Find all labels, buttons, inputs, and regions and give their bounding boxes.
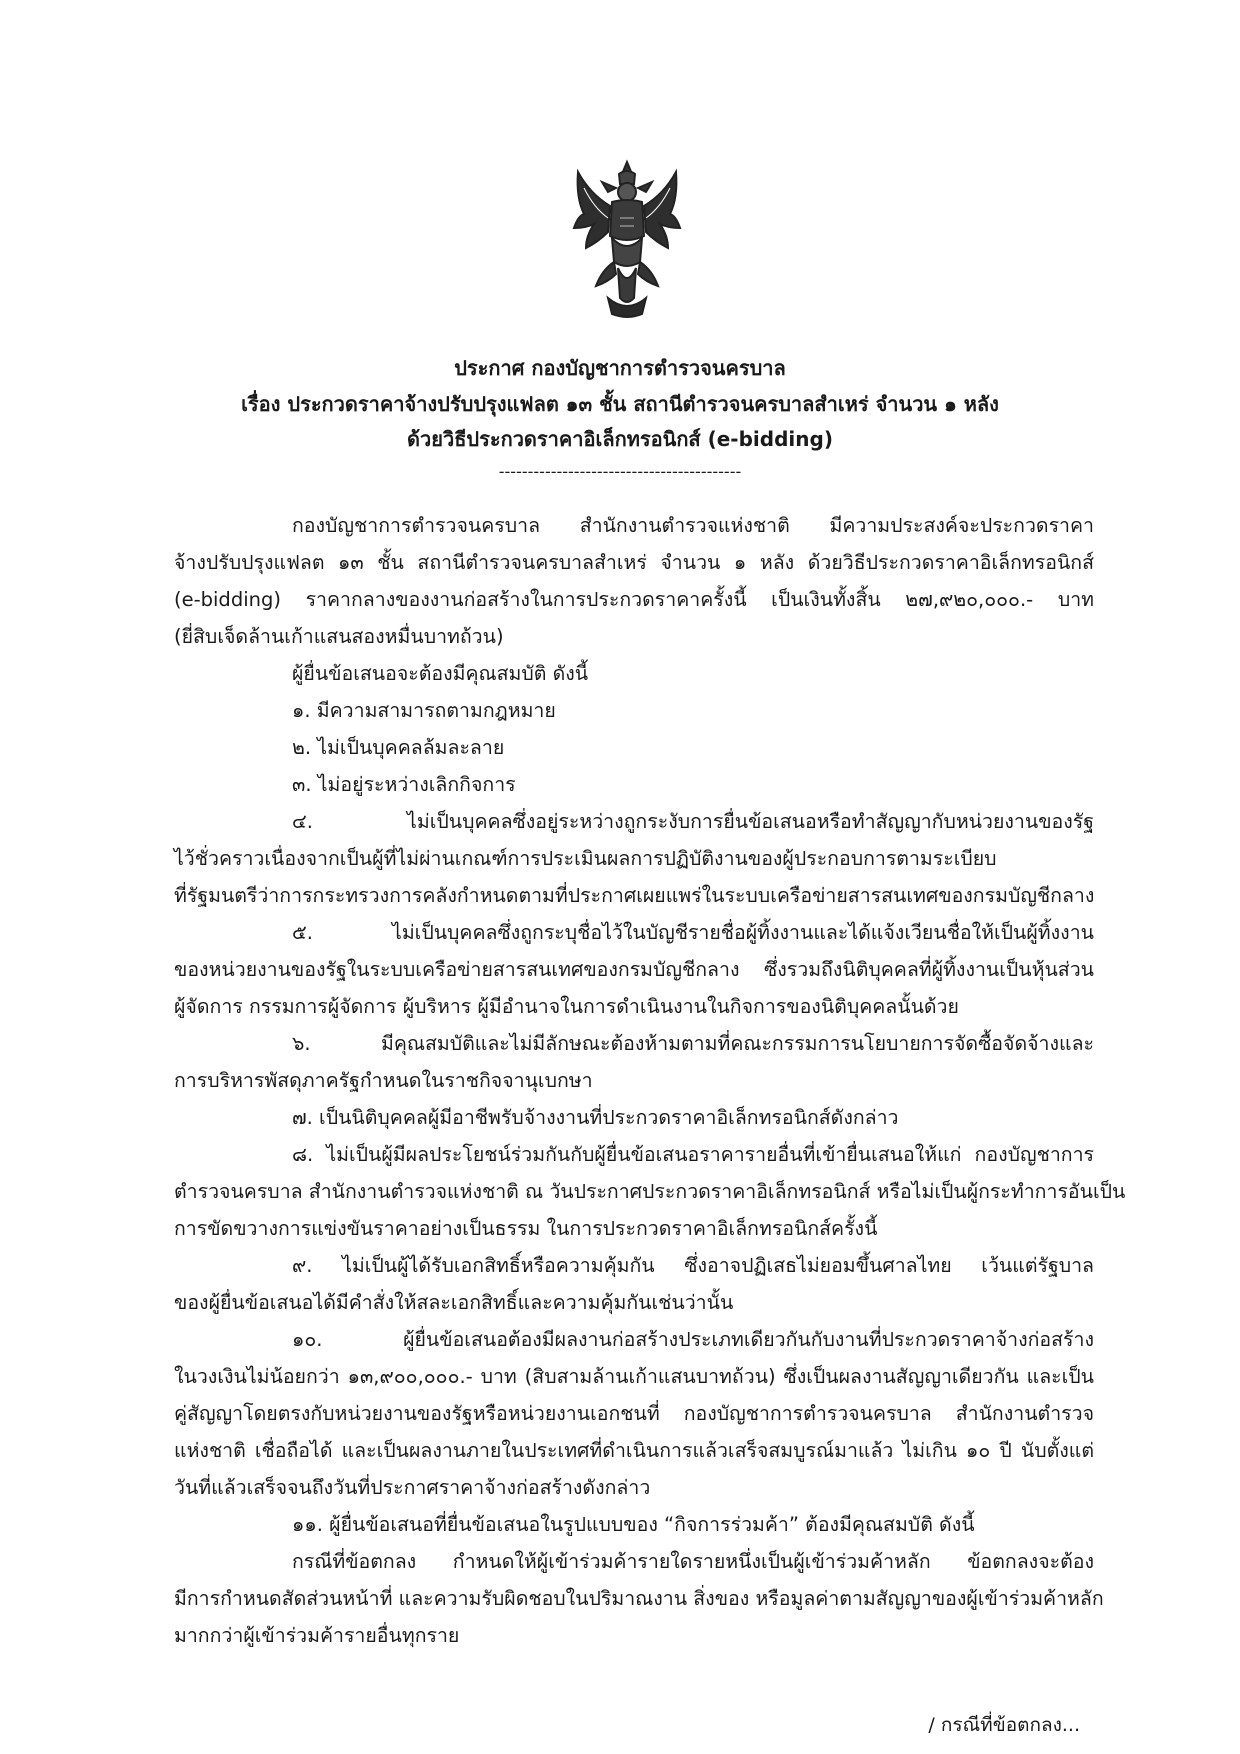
body-line: ที่รัฐมนตรีว่าการกระทรวงการคลังกำหนดตามที่ประกาศเผยแพร่ในระบบเครือข่ายสารสนเทศของกรมบัญชีกลาง — [174, 884, 1095, 907]
body-line: ตำรวจนครบาล สำนักงานตำรวจแห่งชาติ ณ วันประกาศประกวดราคาอิเล็กทรอนิกส์ หรือไม่เป็นผู้กระทำการอันเป็น — [174, 1180, 1126, 1203]
qualification-item-4: ๔. ไม่เป็นบุคคลซึ่งอยู่ระหว่างถูกระงับการยื่นข้อเสนอหรือทำสัญญากับหน่วยงานของรัฐ — [292, 810, 1094, 833]
body-line: กรณีที่ข้อตกลง กำหนดให้ผู้เข้าร่วมค้ารายใดรายหนึ่งเป็นผู้เข้าร่วมค้าหลัก ข้อตกลงจะต้อง — [292, 1550, 1094, 1573]
body-line: ผู้จัดการ กรรมการผู้จัดการ ผู้บริหาร ผู้มีอำนาจในการดำเนินงานในกิจการของนิติบุคคลนั้นด้วย — [174, 995, 959, 1018]
body-line: วันที่แล้วเสร็จจนถึงวันที่ประกาศราคาจ้างก่อสร้างดังกล่าว — [174, 1476, 651, 1499]
page-continuation: / กรณีที่ข้อตกลง... — [928, 1714, 1080, 1736]
body-line: แห่งชาติ เชื่อถือได้ และเป็นผลงานภายในประเทศที่ดำเนินการแล้วเสร็จสมบูรณ์มาแล้ว ไม่เกิน ๑๐ ปี นับตั้งแต่ — [174, 1439, 1094, 1462]
garuda-emblem-icon — [572, 158, 682, 320]
qualification-item-7: ๗. เป็นนิติบุคคลผู้มีอาชีพรับจ้างงานที่ประกวดราคาอิเล็กทรอนิกส์ดังกล่าว — [292, 1106, 899, 1129]
body-line: ไว้ชั่วคราวเนื่องจากเป็นผู้ที่ไม่ผ่านเกณฑ์การประเมินผลการปฏิบัติงานของผู้ประกอบการตามระเบียบ — [174, 847, 997, 870]
body-line: มากกว่าผู้เข้าร่วมค้ารายอื่นทุกราย — [174, 1624, 460, 1647]
body-line: จ้างปรับปรุงแฟลต ๑๓ ชั้น สถานีตำรวจนครบาลสำเหร่ จำนวน ๑ หลัง ด้วยวิธีประกวดราคาอิเล็กทรอนิกส์ — [174, 551, 1094, 574]
qualification-item-6: ๖. มีคุณสมบัติและไม่มีลักษณะต้องห้ามตามที่คณะกรรมการนโยบายการจัดซื้อจัดจ้างและ — [292, 1032, 1094, 1055]
qualification-item-3: ๓. ไม่อยู่ระหว่างเลิกกิจการ — [292, 773, 516, 796]
qualification-item-9: ๙. ไม่เป็นผู้ได้รับเอกสิทธิ์หรือความคุ้มกัน ซึ่งอาจปฏิเสธไม่ยอมขึ้นศาลไทย เว้นแต่รัฐบาล — [292, 1254, 1094, 1277]
body-line: มีการกำหนดสัดส่วนหน้าที่ และความรับผิดชอบในปริมาณงาน สิ่งของ หรือมูลค่าตามสัญญาของผู้เข้าร่วมค้าหลัก — [174, 1587, 1104, 1610]
qualification-item-11: ๑๑. ผู้ยื่นข้อเสนอที่ยื่นข้อเสนอในรูปแบบของ “กิจการร่วมค้า” ต้องมีคุณสมบัติ ดังนี้ — [292, 1513, 975, 1536]
title-separator: ------------------------------------------ — [498, 462, 742, 481]
qualification-heading: ผู้ยื่นข้อเสนอจะต้องมีคุณสมบัติ ดังนี้ — [292, 662, 589, 685]
qualification-item-1: ๑. มีความสามารถตามกฎหมาย — [292, 699, 556, 722]
body-line: (ยี่สิบเจ็ดล้านเก้าแสนสองหมื่นบาทถ้วน) — [174, 625, 504, 648]
announcement-method: ด้วยวิธีประกวดราคาอิเล็กทรอนิกส์ (e-bidding) — [407, 427, 833, 451]
body-line: กองบัญชาการตำรวจนครบาล สำนักงานตำรวจแห่งชาติ มีความประสงค์จะประกวดราคา — [292, 514, 1094, 537]
body-line: คู่สัญญาโดยตรงกับหน่วยงานของรัฐหรือหน่วยงานเอกชนที่ กองบัญชาการตำรวจนครบาล สำนักงานตำรวจ — [174, 1402, 1094, 1425]
announcement-title: ประกาศ กองบัญชาการตำรวจนครบาล — [454, 356, 786, 380]
body-line: ของหน่วยงานของรัฐในระบบเครือข่ายสารสนเทศของกรมบัญชีกลาง ซึ่งรวมถึงนิติบุคคลที่ผู้ทิ้งงานเป็นหุ้นส่วน — [174, 958, 1094, 981]
body-line: การบริหารพัสดุภาครัฐกำหนดในราชกิจจานุเบกษา — [174, 1069, 593, 1092]
body-line: (e-bidding) ราคากลางของงานก่อสร้างในการประกวดราคาครั้งนี้ เป็นเงินทั้งสิ้น ๒๗,๙๒๐,๐๐๐.- บาท — [174, 588, 1094, 611]
announcement-subject: เรื่อง ประกวดราคาจ้างปรับปรุงแฟลต ๑๓ ชั้น สถานีตำรวจนครบาลสำเหร่ จำนวน ๑ หลัง — [241, 392, 999, 416]
qualification-item-8: ๘. ไม่เป็นผู้มีผลประโยชน์ร่วมกันกับผู้ยื่นข้อเสนอราคารายอื่นที่เข้ายื่นเสนอให้แก่ กองบัญชาการ — [292, 1143, 1094, 1166]
body-line: การขัดขวางการแข่งขันราคาอย่างเป็นธรรม ในการประกวดราคาอิเล็กทรอนิกส์ครั้งนี้ — [174, 1217, 878, 1240]
body-line: ของผู้ยื่นข้อเสนอได้มีคำสั่งให้สละเอกสิทธิ์และความคุ้มกันเช่นว่านั้น — [174, 1291, 734, 1314]
qualification-item-5: ๕. ไม่เป็นบุคคลซึ่งถูกระบุชื่อไว้ในบัญชีรายชื่อผู้ทิ้งงานและได้แจ้งเวียนชื่อให้เป็นผู้ทิ้งงาน — [292, 921, 1094, 944]
body-line: ในวงเงินไม่น้อยกว่า ๑๓,๙๐๐,๐๐๐.- บาท (สิบสามล้านเก้าแสนบาทถ้วน) ซึ่งเป็นผลงานสัญญาเดียวกัน และเป็น — [174, 1365, 1094, 1388]
qualification-item-10: ๑๐. ผู้ยื่นข้อเสนอต้องมีผลงานก่อสร้างประเภทเดียวกันกับงานที่ประกวดราคาจ้างก่อสร้าง — [292, 1328, 1094, 1351]
qualification-item-2: ๒. ไม่เป็นบุคคลล้มละลาย — [292, 736, 505, 759]
